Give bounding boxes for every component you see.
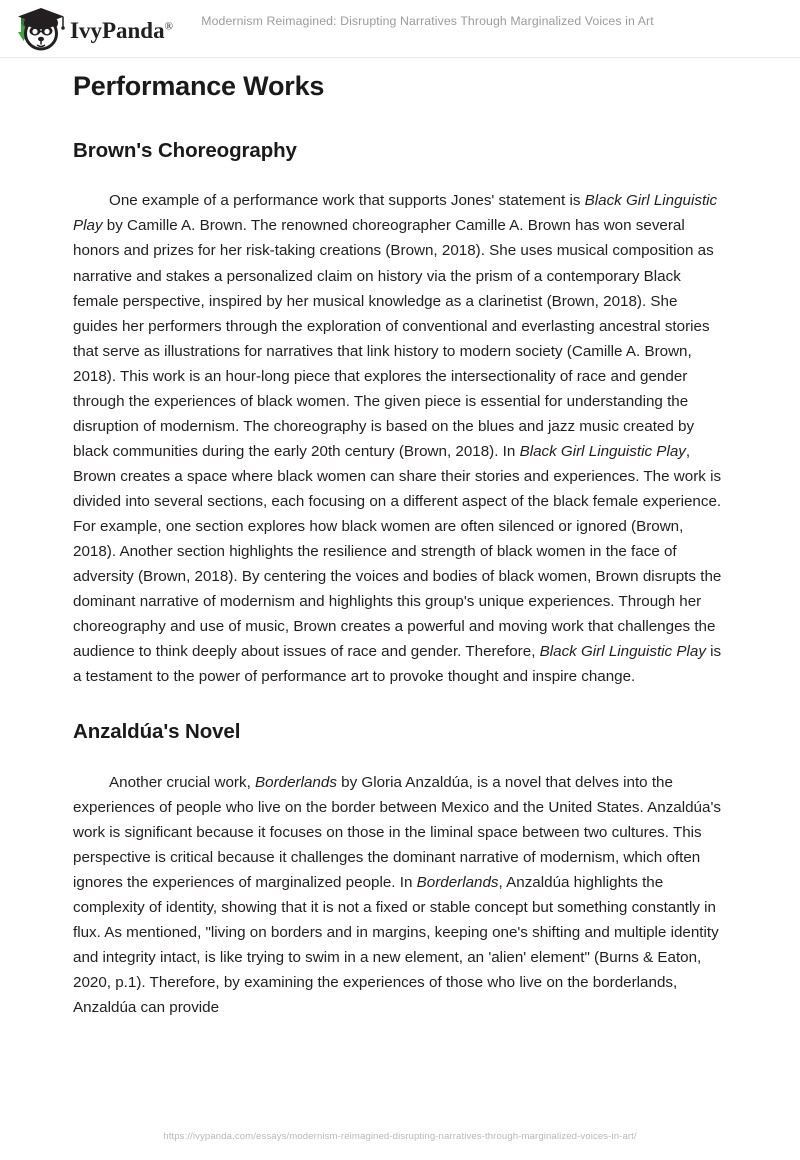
document-header-title: Modernism Reimagined: Disrupting Narratives Through Marginalized Voices in Art	[201, 14, 654, 28]
body-text: , Anzaldúa highlights the complexity of identity, showing that it is not a fixed or stable concept but something constantly in flux. As mentioned, "living on borders and in margins, keeping one's shifting and multiple identity and integrity intact, is like trying to swim in a new element, an 'alien' element" (Burns & Eaton, 2020, p.1). Therefore, by examining the experiences of those who live on the borderlands, Anzaldúa can provide	[73, 874, 719, 1017]
body-text: , Brown creates a space where black women can share their stories and experiences. The work is divided into several sections, each focusing on a different aspect of the black female experience. For example, one section explores how black women are often silenced or ignored (Brown, 2018). Another section highlights the resilience and strength of black women in the face of adversity (Brown, 2018). By centering the voices and bodies of black women, Brown disrupts the dominant narrative of modernism and highlights this group's unique experiences. Through her choreography and use of music, Brown creates a powerful and moving work that challenges the audience to think deeply about issues of race and gender. Therefore,	[73, 442, 722, 661]
emphasis-text: Black Girl Linguistic Play	[73, 192, 718, 235]
section-heading-anzalduas-novel: Anzaldúa's Novel	[73, 720, 241, 744]
spacer	[73, 104, 726, 138]
emphasis-text: Black Girl Linguistic Play	[519, 442, 686, 460]
body-text: by Gloria Anzaldúa, is a novel that delves into the experiences of people who live on the border between Mexico and the United States. Anzaldúa's work is significant because it focuses on those in the liminal space between two cultures. This perspective is critical because it challenges the dominant narrative of modernism, which often ignores the experiences of marginalized people. In	[73, 773, 721, 892]
spacer	[73, 689, 726, 719]
paragraph-browns-choreography	[73, 188, 726, 689]
emphasis-text: Black Girl Linguistic Play	[539, 643, 706, 661]
section-heading-browns-choreography: Brown's Choreography	[73, 138, 297, 162]
registered-mark: ®	[164, 19, 173, 32]
spacer	[73, 164, 726, 188]
body-text: One example of a performance work that supports Jones' statement is	[109, 192, 585, 210]
paragraph-anzalduas-novel	[73, 770, 726, 1020]
page-header	[0, 0, 800, 58]
emphasis-text: Borderlands	[255, 773, 337, 791]
footer-url[interactable]: https://ivypanda.com/essays/modernism-reimagined-disrupting-narratives-through-marginalized-voices-in-art/	[163, 1131, 637, 1142]
panda-graduate-logo-icon	[14, 6, 66, 52]
document-content	[73, 70, 726, 1020]
page-title: Performance Works	[73, 71, 325, 101]
body-text: Another crucial work,	[109, 773, 256, 791]
body-text: is a testament to the power of performance art to provoke thought and inspire change.	[73, 643, 722, 686]
emphasis-text: Borderlands	[416, 874, 499, 892]
spacer	[73, 746, 726, 770]
brand-name-text: IvyPanda	[70, 17, 165, 43]
brand-logo[interactable]	[14, 6, 173, 52]
body-text: by Camille A. Brown. The renowned choreographer Camille A. Brown has won several honors and prizes for her risk-taking creations (Brown, 2018). She uses musical composition as narrative and stakes a personalized claim on history via the prism of a contemporary Black female perspective, inspired by her musical knowledge as a clarinetist (Brown, 2018). She guides her performers through the exploration of conventional and everlasting ancestral stories that serve as illustrations for narratives that link history to modern society (Camille A. Brown, 2018). This work is an hour-long piece that explores the intersectionality of race and gender through the experiences of black women. The given piece is essential for understanding the disruption of modernism. The choreography is based on the blues and jazz music created by black communities during the early 20th century (Brown, 2018). In	[73, 217, 714, 460]
